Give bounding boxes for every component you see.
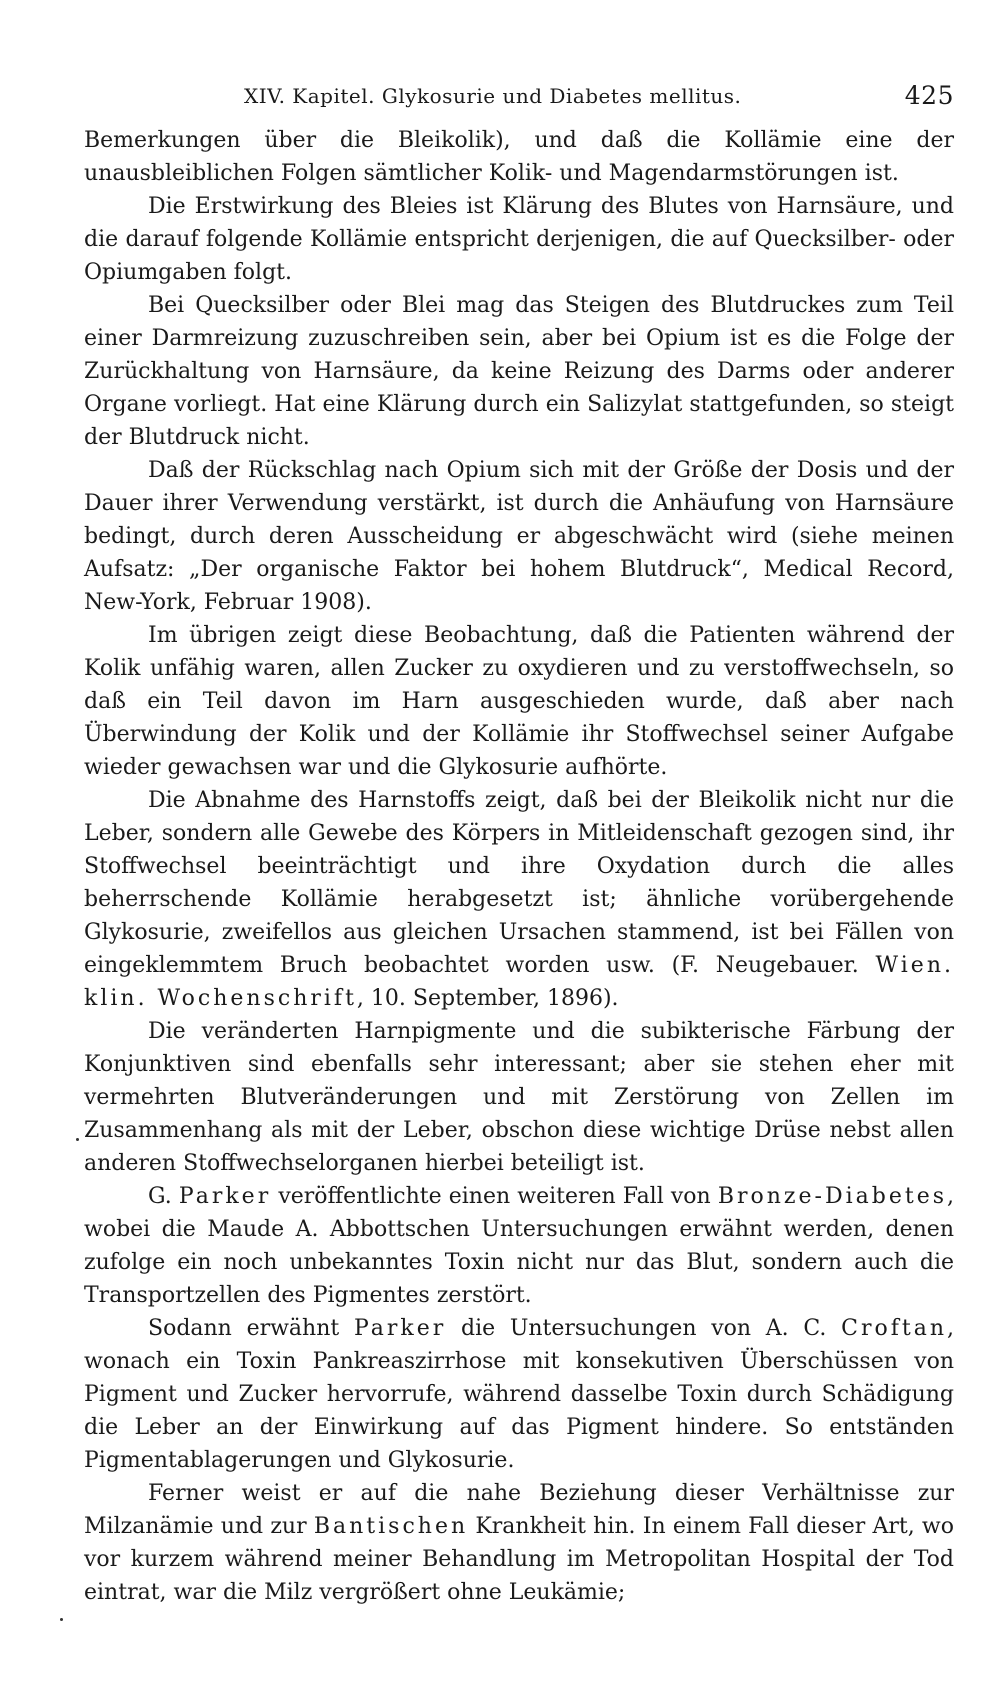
- scan-speck: [76, 1138, 79, 1141]
- paragraph-text: Krankheit hin. In einem Fall dieser Art, wo vor kurzem während meiner Behandlung im Metropolitan Hospital der Tod eintrat, war die Milz vergrößert ohne Leukämie;: [84, 1514, 954, 1605]
- paragraph-text: Bemerkungen über die Bleikolik), und daß die Kollämie eine der unausbleiblichen Folgen sämtlicher Kolik- und Magendarmstörungen ist.: [84, 128, 954, 186]
- paragraph-text: Die Erstwirkung des Bleies ist Klärung des Blutes von Harnsäure, und die darauf folgende Kollämie entspricht derjenigen, die auf Quecksilber- oder Opiumgaben folgt.: [84, 194, 954, 285]
- paragraph: [84, 1180, 954, 1312]
- paragraph-text: Die Abnahme des Harnstoffs zeigt, daß bei der Bleikolik nicht nur die Leber, sondern alle Gewebe des Körpers in Mitleidenschaft gezogen sind, ihr Stoffwechsel beeinträchtigt und ihre Oxydation durch die alles beherrschende Kollämie herabgesetzt ist; ähnliche vorübergehende Glykosurie, zweifellos aus gleichen Ursachen stammend, ist bei Fällen von eingeklemmtem Bruch beobachtet worden usw. (F. Neugebauer.: [84, 788, 954, 978]
- spaced-emphasis-text: Parker: [178, 1184, 272, 1209]
- paragraph-text: Sodann erwähnt: [148, 1316, 354, 1341]
- paragraph: [84, 190, 954, 289]
- spaced-emphasis-text: Bantischen: [313, 1514, 469, 1539]
- paragraph-text: Im übrigen zeigt diese Beobachtung, daß die Patienten während der Kolik unfähig waren, allen Zucker zu oxydieren und zu verstoffwechseln, so daß ein Teil davon im Harn ausgeschieden wurde, daß aber nach Überwindung der Kolik und der Kollämie ihr Stoffwechsel seiner Aufgabe wieder gewachsen war und die Glykosurie aufhörte.: [84, 623, 954, 780]
- paragraph-text: Daß der Rückschlag nach Opium sich mit der Größe der Dosis und der Dauer ihrer Verwendung verstärkt, ist durch die Anhäufung von Harnsäure bedingt, durch deren Ausscheidung er abgeschwächt wird (siehe meinen Aufsatz: „Der organische Faktor bei hohem Blutdruck“, Medical Record, New-York, Februar 1908).: [84, 458, 954, 615]
- paragraph: [84, 784, 954, 1015]
- paragraph-text: G.: [148, 1184, 179, 1209]
- page-number: 425: [904, 81, 954, 110]
- paragraph-text: Ferner weist er auf die nahe Beziehung dieser Verhältnisse zur Milzanämie und zur: [84, 1481, 954, 1539]
- paragraph-text: die Untersuchungen von A. C.: [446, 1316, 842, 1341]
- paragraph: [84, 289, 954, 454]
- spaced-emphasis-text: Wien. klin. Wochenschrift: [84, 953, 954, 1011]
- body-text: [84, 124, 954, 1609]
- paragraph: [84, 124, 954, 190]
- paragraph-text: , 10. September, 1896).: [356, 986, 619, 1011]
- paragraph: [84, 619, 954, 784]
- paragraph: [84, 1477, 954, 1609]
- paragraph-text: Bei Quecksilber oder Blei mag das Steigen des Blutdruckes zum Teil einer Darmreizung zuzuschreiben sein, aber bei Opium ist es die Folge der Zurückhaltung von Harnsäure, da keine Reizung des Darms oder anderer Organe vorliegt. Hat eine Klärung durch ein Salizylat stattgefunden, so steigt der Blutdruck nicht.: [84, 293, 954, 450]
- spaced-emphasis-text: Parker: [353, 1316, 447, 1341]
- paragraph: [84, 1015, 954, 1180]
- paragraph-text: , wonach ein Toxin Pankreaszirrhose mit konsekutiven Überschüssen von Pigment und Zucker hervorrufe, während dasselbe Toxin durch Schädigung die Leber an der Einwirkung auf das Pigment hindere. So entständen Pigmentablagerungen und Glykosurie.: [84, 1316, 954, 1473]
- spaced-emphasis-text: Croftan: [841, 1316, 947, 1341]
- running-title: XIV. Kapitel. Glykosurie und Diabetes mellitus.: [244, 84, 742, 108]
- paragraph-text: , wobei die Maude A. Abbottschen Untersuchungen erwähnt werden, denen zufolge ein noch unbekanntes Toxin nicht nur das Blut, sondern auch die Transportzellen des Pigmentes zerstört.: [84, 1184, 954, 1308]
- page-header: [84, 78, 954, 114]
- paragraph: [84, 1312, 954, 1477]
- paragraph: [84, 454, 954, 619]
- spaced-emphasis-text: Bronze-Diabetes: [717, 1184, 947, 1209]
- paragraph-text: Die veränderten Harnpigmente und die subikterische Färbung der Konjunktiven sind ebenfalls sehr interessant; aber sie stehen eher mit vermehrten Blutveränderungen und mit Zerstörung von Zellen im Zusammenhang als mit der Leber, obschon diese wichtige Drüse nebst allen anderen Stoffwechselorganen hierbei beteiligt ist.: [84, 1019, 954, 1176]
- paragraph-text: veröffentlichte einen weiteren Fall von: [271, 1184, 718, 1209]
- scan-speck: [60, 1618, 63, 1621]
